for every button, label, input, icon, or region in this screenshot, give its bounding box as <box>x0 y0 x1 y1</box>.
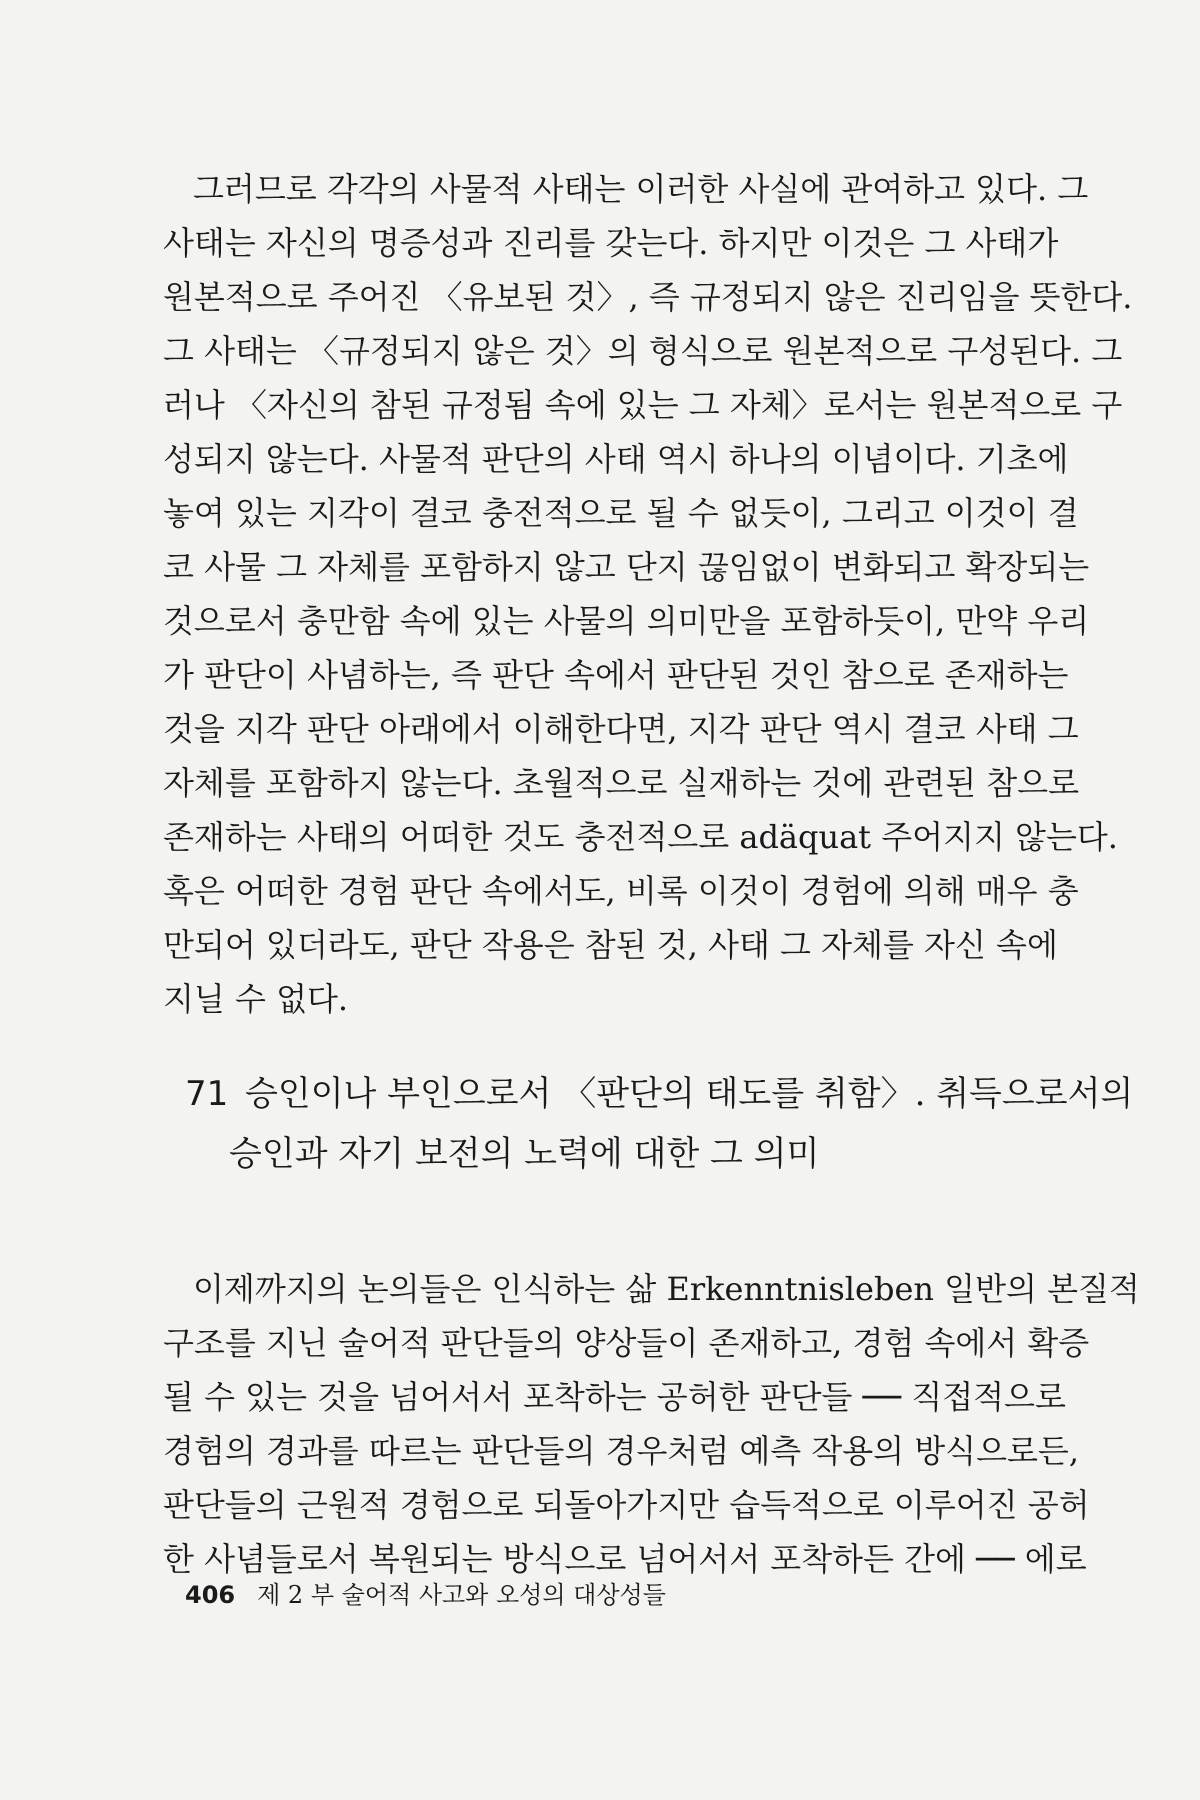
text-line: 될 수 있는 것을 넘어서서 포착하는 공허한 판단들 ── 직접적으로 <box>163 1378 1066 1416</box>
text-line: 한 사념들로서 복원되는 방식으로 넘어서서 포착하든 간에 ── 에로 <box>163 1540 1087 1578</box>
text-line: 경험의 경과를 따르는 판단들의 경우처럼 예측 작용의 방식으로든, <box>163 1432 1080 1470</box>
text-line: 판단들의 근원적 경험으로 되돌아가지만 습득적으로 이루어진 공허 <box>163 1486 1090 1524</box>
page-number: 406 <box>185 1581 236 1609</box>
text-line: 그러므로 각각의 사물적 사태는 이러한 사실에 관여하고 있다. 그 <box>193 170 1089 208</box>
text-line: 혹은 어떠한 경험 판단 속에서도, 비록 이것이 경험에 의해 매우 충 <box>163 872 1079 910</box>
text-line: 가 판단이 사념하는, 즉 판단 속에서 판단된 것인 참으로 존재하는 <box>163 656 1069 694</box>
text-line: 러나 〈자신의 참된 규정됨 속에 있는 그 자체〉로서는 원본적으로 구 <box>163 386 1123 424</box>
text-line: 그 사태는 〈규정되지 않은 것〉의 형식으로 원본적으로 구성된다. 그 <box>163 332 1123 370</box>
text-line: 놓여 있는 지각이 결코 충전적으로 될 수 없듯이, 그리고 이것이 결 <box>163 494 1079 532</box>
section-heading-line-1 <box>185 1064 1134 1124</box>
section-title-part-1: 승인이나 부인으로서 〈판단의 태도를 취함〉. 취득으로서의 <box>245 1074 1134 1114</box>
text-line: 것으로서 충만함 속에 있는 사물의 의미만을 포함하듯이, 만약 우리 <box>163 602 1090 640</box>
body-paragraph-1 <box>163 162 1133 1026</box>
section-heading <box>185 1064 1134 1184</box>
text-line: 것을 지각 판단 아래에서 이해한다면, 지각 판단 역시 결코 사태 그 <box>163 710 1079 748</box>
page-footer <box>185 1575 666 1615</box>
section-title-part-2: 승인과 자기 보전의 노력에 대한 그 의미 <box>229 1134 820 1174</box>
text-line: 만되어 있더라도, 판단 작용은 참된 것, 사태 그 자체를 자신 속에 <box>163 926 1058 964</box>
text-line: 사태는 자신의 명증성과 진리를 갖는다. 하지만 이것은 그 사태가 <box>163 224 1059 262</box>
text-line: 성되지 않는다. 사물적 판단의 사태 역시 하나의 이념이다. 기초에 <box>163 440 1069 478</box>
body-paragraph-2 <box>163 1262 1140 1586</box>
section-number: 71 <box>185 1074 229 1114</box>
text-line: 이제까지의 논의들은 인식하는 삶 Erkenntnisleben 일반의 본질적 <box>193 1270 1140 1308</box>
text-line: 구조를 지닌 술어적 판단들의 양상들이 존재하고, 경험 속에서 확증 <box>163 1324 1090 1362</box>
text-line: 원본적으로 주어진 〈유보된 것〉, 즉 규정되지 않은 진리임을 뜻한다. <box>163 278 1133 316</box>
text-line: 자체를 포함하지 않는다. 초월적으로 실재하는 것에 관련된 참으로 <box>163 764 1080 802</box>
text-line: 지닐 수 없다. <box>163 980 349 1018</box>
text-line: 존재하는 사태의 어떠한 것도 충전적으로 adäquat 주어지지 않는다. <box>163 818 1118 856</box>
running-title: 제 2 부 술어적 사고와 오성의 대상성들 <box>257 1581 666 1609</box>
text-line: 코 사물 그 자체를 포함하지 않고 단지 끊임없이 변화되고 확장되는 <box>163 548 1090 586</box>
